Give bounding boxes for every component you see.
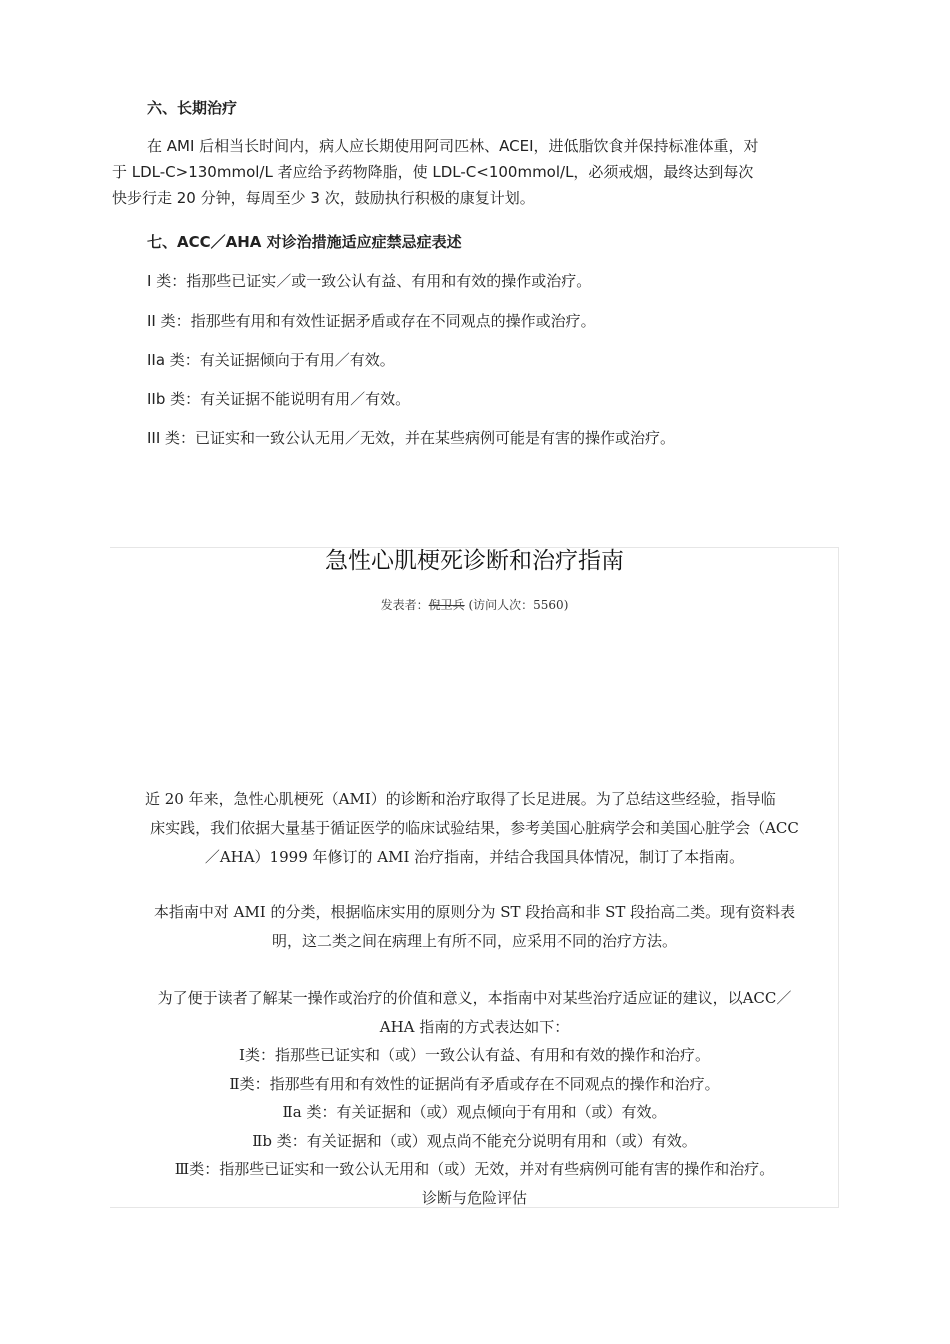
paragraph-line: 本指南中对 AMI 的分类，根据临床实用的原则分为 ST 段抬高和非 ST 段抬高二类。现有资料表: [153, 903, 796, 921]
paragraph-line: AHA 指南的方式表达如下：: [379, 1017, 570, 1036]
class-item: II 类：指那些有用和有效性证据矛盾或存在不同观点的操作或治疗。: [147, 312, 596, 330]
paragraph-line: 近 20 年来，急性心肌梗死（AMI）的诊断和治疗取得了长足进展。为了总结这些经验，指导临: [145, 790, 776, 808]
class-line: Ⅱb 类：有关证据和（或）观点尚不能充分说明有用和（或）有效。: [252, 1131, 697, 1150]
class-item: III 类：已证实和一致公认无用／无效，并在某些病例可能是有害的操作或治疗。: [147, 429, 676, 447]
class-line: Ⅱa 类：有关证据和（或）观点倾向于有用和（或）有效。: [282, 1103, 667, 1121]
paragraph-line: 快步行走 20 分钟，每周至少 3 次，鼓励执行积极的康复计划。: [112, 189, 535, 207]
paragraph-line: 明，这二类之间在病理上有所不同，应采用不同的治疗方法。: [271, 932, 677, 950]
paragraph-line: 在 AMI 后相当长时间内，病人应长期使用阿司匹林、ACEI，进低脂饮食并保持标准体重，对: [147, 137, 759, 155]
class-line: Ⅱ类：指那些有用和有效性的证据尚有矛盾或存在不同观点的操作和治疗。: [229, 1074, 720, 1093]
classification-paragraph: [110, 898, 839, 956]
paragraph-line: 于 LDL-C>130mmol/L 者应给予药物降脂，使 LDL-C<100mmol/L，必须戒烟，最终达到每次: [112, 163, 754, 181]
paragraph-line: ／AHA）1999 年修订的 AMI 治疗指南，并结合我国具体情况，制订了本指南。: [204, 848, 745, 866]
section-heading-long-term-treatment: 六、长期治疗: [147, 99, 238, 117]
class-line: Ⅲ类：指那些已证实和一致公认无用和（或）无效，并对有些病例可能有害的操作和治疗。: [174, 1160, 775, 1178]
section-heading-acc-aha: 七、ACC／AHA 对诊治措施适应症禁忌症表述: [147, 233, 462, 251]
class-item: I 类：指那些已证实／或一致公认有益、有用和有效的操作或治疗。: [147, 272, 592, 290]
author-link[interactable]: 倪卫兵: [428, 598, 465, 612]
next-section-heading: 诊断与危险评估: [421, 1188, 527, 1207]
class-item: IIb 类：有关证据不能说明有用／有效。: [147, 390, 411, 408]
visit-count: (访问人次：5560): [464, 598, 569, 612]
paragraph-line: 床实践，我们依据大量基于循证医学的临床试验结果，参考美国心脏病学会和美国心脏学会（ACC: [150, 819, 799, 837]
intro-paragraph: [110, 785, 839, 872]
long-term-treatment-paragraph: [112, 133, 838, 211]
article-title: 急性心肌梗死诊断和治疗指南: [325, 548, 624, 574]
meta-prefix: 发表者：: [380, 598, 429, 612]
class-item: IIa 类：有关证据倾向于有用／有效。: [147, 351, 395, 369]
class-line: Ⅰ类：指那些已证实和（或）一致公认有益、有用和有效的操作和治疗。: [239, 1046, 710, 1064]
purpose-paragraph: [110, 984, 839, 1212]
article-meta: [110, 596, 839, 613]
paragraph-line: 为了便于读者了解某一操作或治疗的价值和意义，本指南中对某些治疗适应证的建议，以ACC／: [157, 989, 792, 1007]
